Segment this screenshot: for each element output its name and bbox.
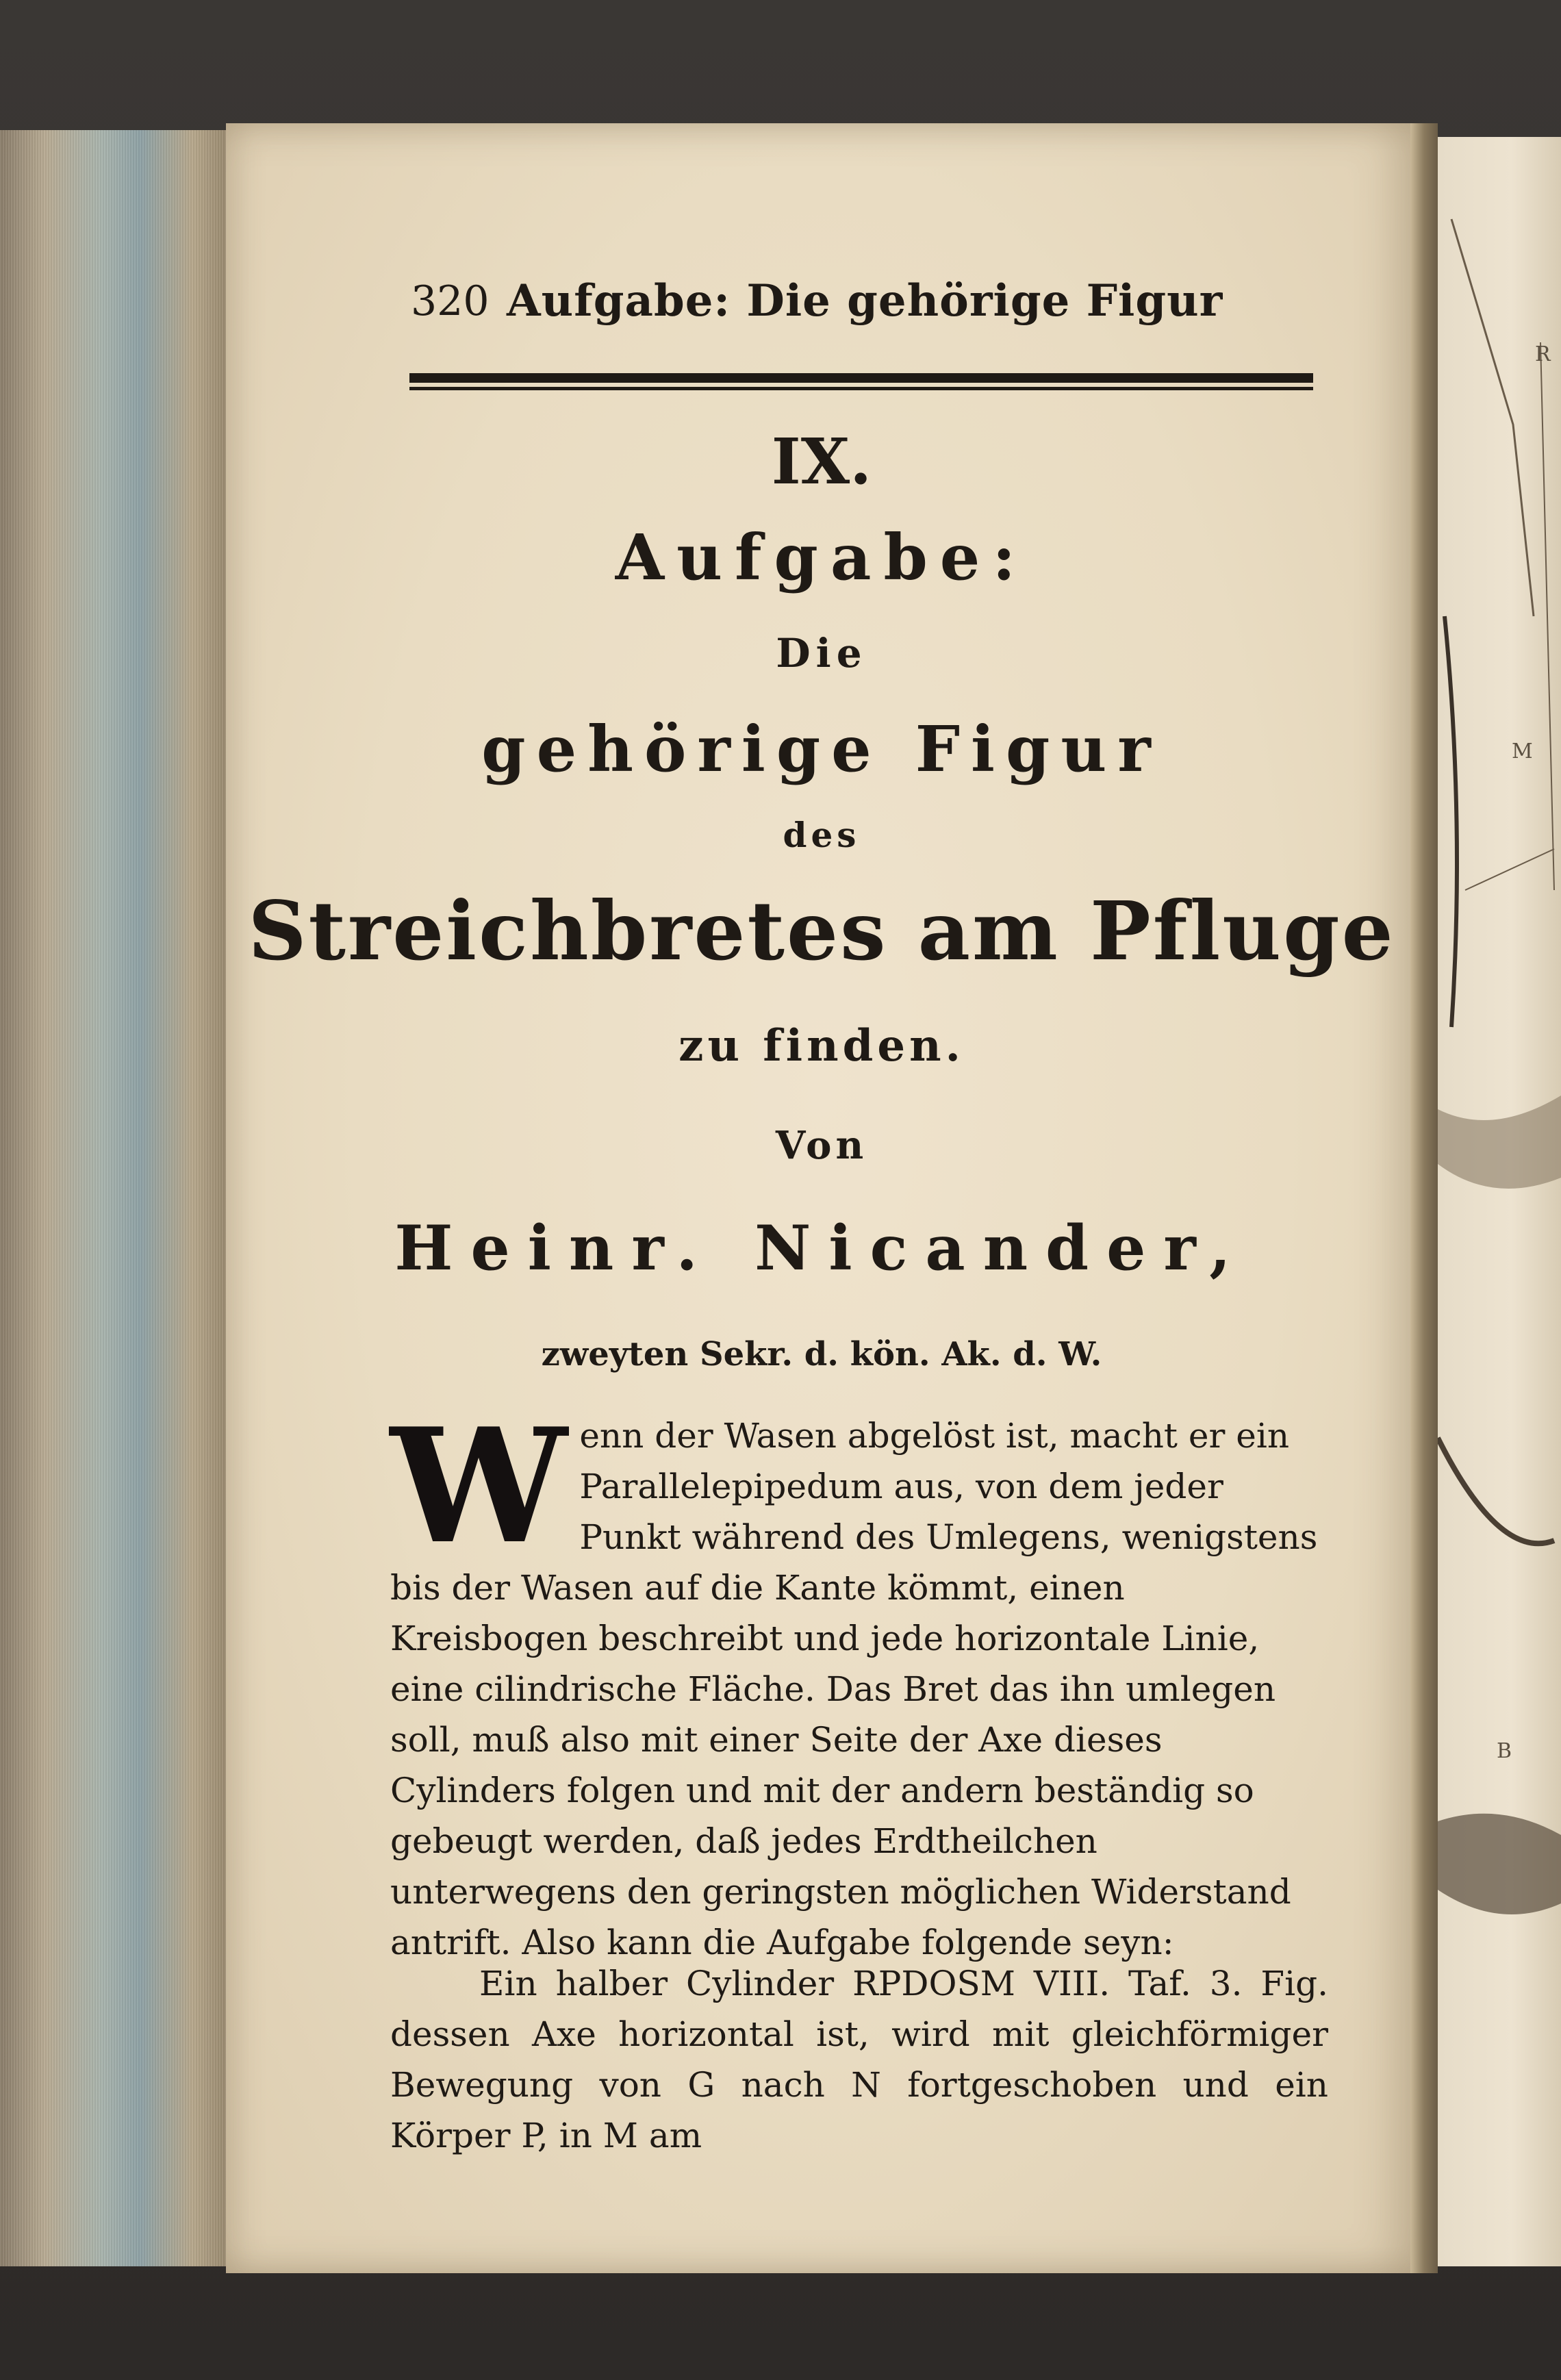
- heading-main-title: Streichbretes am Pfluge: [248, 883, 1395, 978]
- plate-letter-m: M: [1512, 739, 1533, 763]
- header-rule: [409, 373, 1313, 394]
- foldout-plate: [1438, 137, 1561, 2266]
- plate-letter-r: R: [1535, 342, 1551, 366]
- page-number: 320: [411, 277, 490, 325]
- author-name: Heinr. Nicander,: [394, 1212, 1249, 1284]
- running-head: [226, 267, 1417, 336]
- heading-von: Von: [775, 1123, 868, 1168]
- heading-die: Die: [776, 630, 867, 676]
- header-rule-thin: [409, 387, 1313, 390]
- book-page: [226, 123, 1417, 2273]
- book: [0, 123, 1561, 2280]
- chapter-number: IX.: [771, 425, 872, 498]
- heading-aufgabe: Aufgabe:: [615, 520, 1028, 594]
- header-rule-thick: [409, 373, 1313, 383]
- paragraph-1: [390, 1394, 1328, 1968]
- plate-drawing: [1438, 137, 1561, 2266]
- paragraph-2: Ein halber Cylinder RPDOSM VIII. Taf. 3. Fig. dessen Axe horizontal ist, wird mit gleichförmiger Bewegung von G nach N fortgeschoben und ein Körper P, in M am: [390, 1964, 1328, 2155]
- heading-zu-finden: zu finden.: [678, 1020, 965, 1072]
- author-title: zweyten Sekr. d. kön. Ak. d. W.: [541, 1335, 1102, 1373]
- gutter-shadow: [1410, 123, 1438, 2273]
- page-edges: [0, 130, 230, 2266]
- drop-cap: W: [390, 1394, 568, 1579]
- heading-figur: gehörige Figur: [481, 712, 1162, 786]
- plate-letter-b: B: [1497, 1739, 1512, 1763]
- running-title: Aufgabe: Die gehörige Figur: [507, 275, 1223, 327]
- heading-des: des: [783, 815, 861, 855]
- paragraph-1-text: enn der Wasen abgelöst ist, macht er ein Parallelepipedum aus, von dem jeder Punkt während des Umlegens, wenigstens bis der Wasen auf die Kante kömmt, einen Kreisbogen beschreibt und jede horizontale Linie, eine cilindrische Fläche. Das Bret das ihn umlegen soll, muß also mit einer Seite der Axe dieses Cylinders folgen und mit der andern beständig so gebeugt werden, daß jedes Erdtheilchen unterwegens den geringsten möglichen Widerstand antrift. Also kann die Aufgabe folgende seyn:: [390, 1416, 1318, 1962]
